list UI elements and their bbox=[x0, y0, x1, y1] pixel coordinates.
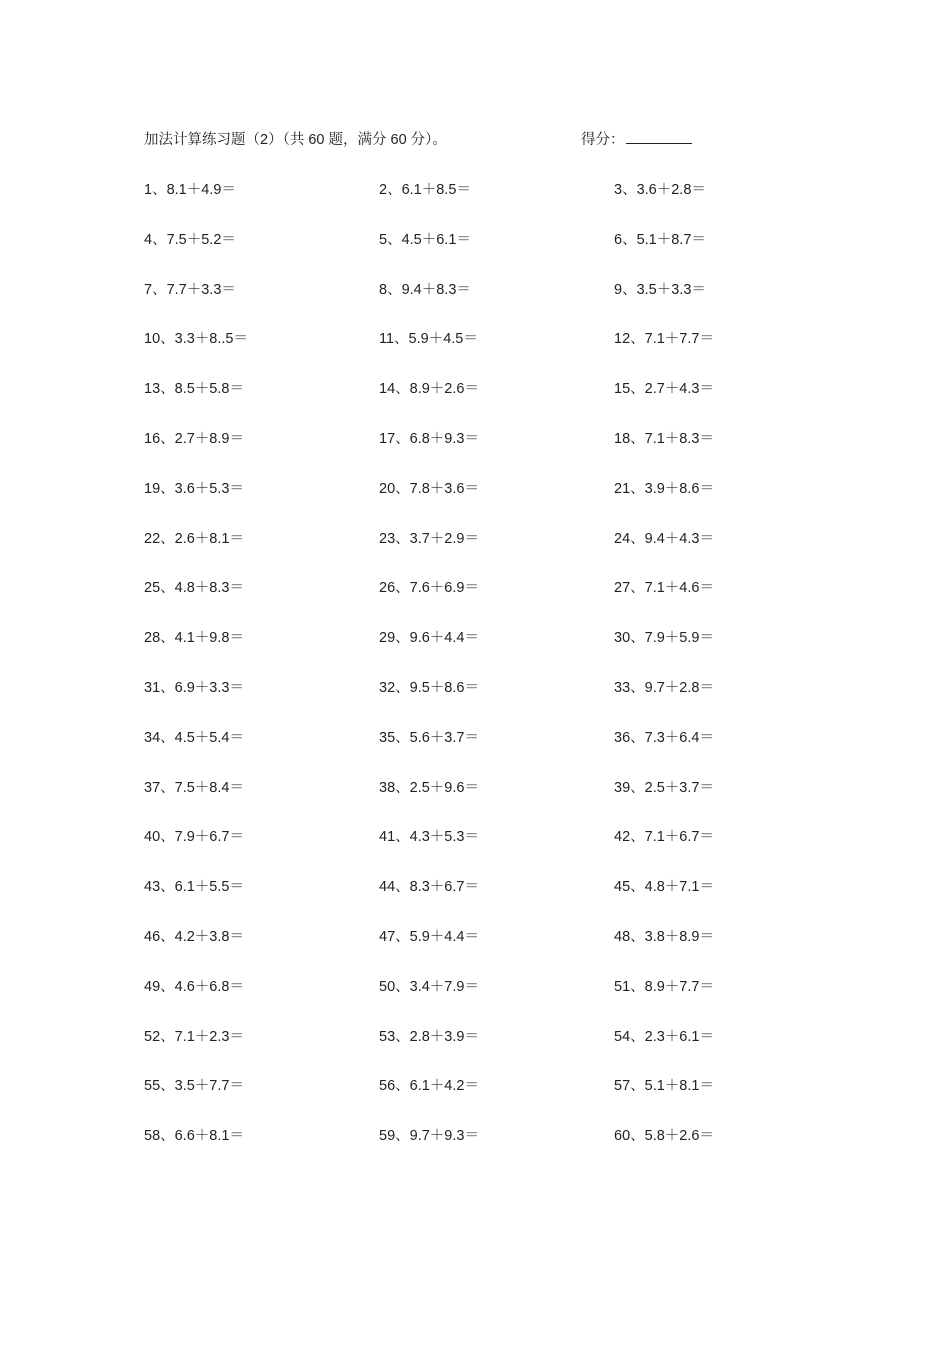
problem-item: 24、9.4＋4.3＝ bbox=[614, 530, 714, 547]
problem-item: 10、3.3＋8..5＝ bbox=[144, 331, 248, 348]
problem-item: 20、7.8＋3.6＝ bbox=[379, 480, 479, 497]
problem-item: 28、4.1＋9.8＝ bbox=[144, 630, 244, 647]
problem-item: 36、7.3＋6.4＝ bbox=[614, 729, 714, 746]
problem-item: 57、5.1＋8.1＝ bbox=[614, 1078, 714, 1095]
problem-item: 50、3.4＋7.9＝ bbox=[379, 978, 479, 995]
problem-grid bbox=[144, 179, 784, 1175]
problem-item: 3、3.6＋2.8＝ bbox=[614, 182, 706, 198]
problem-item: 8、9.4＋8.3＝ bbox=[379, 281, 471, 298]
problem-item: 4、7.5＋5.2＝ bbox=[144, 231, 236, 248]
problem-item: 25、4.8＋8.3＝ bbox=[144, 580, 244, 597]
problem-item: 17、6.8＋9.3＝ bbox=[379, 430, 479, 447]
score-section bbox=[581, 129, 692, 151]
problem-item: 16、2.7＋8.9＝ bbox=[144, 430, 244, 447]
problem-item: 22、2.6＋8.1＝ bbox=[144, 530, 244, 547]
problem-item: 54、2.3＋6.1＝ bbox=[614, 1028, 714, 1045]
problem-item: 33、9.7＋2.8＝ bbox=[614, 679, 714, 696]
problem-item: 12、7.1＋7.7＝ bbox=[614, 331, 714, 348]
problem-item: 31、6.9＋3.3＝ bbox=[144, 679, 244, 696]
problem-item: 49、4.6＋6.8＝ bbox=[144, 978, 244, 995]
problem-item: 41、4.3＋5.3＝ bbox=[379, 829, 479, 846]
problem-item: 1、8.1＋4.9＝ bbox=[144, 182, 236, 198]
problem-item: 14、8.9＋2.6＝ bbox=[379, 381, 479, 398]
problem-item: 55、3.5＋7.7＝ bbox=[144, 1078, 244, 1095]
problem-item: 56、6.1＋4.2＝ bbox=[379, 1078, 479, 1095]
problem-item: 9、3.5＋3.3＝ bbox=[614, 281, 706, 298]
problem-item: 2、6.1＋8.5＝ bbox=[379, 182, 471, 198]
problem-item: 13、8.5＋5.8＝ bbox=[144, 381, 244, 398]
problem-item: 60、5.8＋2.6＝ bbox=[614, 1128, 714, 1145]
problem-item: 21、3.9＋8.6＝ bbox=[614, 480, 714, 497]
problem-item: 46、4.2＋3.8＝ bbox=[144, 928, 244, 945]
problem-item: 23、3.7＋2.9＝ bbox=[379, 530, 479, 547]
problem-item: 37、7.5＋8.4＝ bbox=[144, 779, 244, 796]
problem-item: 5、4.5＋6.1＝ bbox=[379, 231, 471, 248]
worksheet-title: 加法计算练习题（2）（共 60 题，满分 60 分）。 bbox=[144, 132, 447, 148]
problem-item: 30、7.9＋5.9＝ bbox=[614, 630, 714, 647]
problem-item: 7、7.7＋3.3＝ bbox=[144, 281, 236, 298]
score-label: 得分： bbox=[581, 132, 625, 148]
problem-item: 6、5.1＋8.7＝ bbox=[614, 231, 706, 248]
problem-item: 19、3.6＋5.3＝ bbox=[144, 480, 244, 497]
problem-item: 44、8.3＋6.7＝ bbox=[379, 879, 479, 896]
problem-item: 59、9.7＋9.3＝ bbox=[379, 1128, 479, 1145]
worksheet-header bbox=[144, 129, 764, 151]
problem-item: 43、6.1＋5.5＝ bbox=[144, 879, 244, 896]
problem-item: 45、4.8＋7.1＝ bbox=[614, 879, 714, 896]
problem-item: 52、7.1＋2.3＝ bbox=[144, 1028, 244, 1045]
problem-item: 11、5.9＋4.5＝ bbox=[379, 331, 478, 348]
problem-item: 27、7.1＋4.6＝ bbox=[614, 580, 714, 597]
problem-item: 47、5.9＋4.4＝ bbox=[379, 928, 479, 945]
problem-item: 48、3.8＋8.9＝ bbox=[614, 928, 714, 945]
problem-item: 58、6.6＋8.1＝ bbox=[144, 1128, 244, 1145]
problem-item: 35、5.6＋3.7＝ bbox=[379, 729, 479, 746]
problem-item: 42、7.1＋6.7＝ bbox=[614, 829, 714, 846]
problem-item: 40、7.9＋6.7＝ bbox=[144, 829, 244, 846]
problem-item: 32、9.5＋8.6＝ bbox=[379, 679, 479, 696]
score-blank-line bbox=[626, 129, 692, 144]
problem-item: 34、4.5＋5.4＝ bbox=[144, 729, 244, 746]
problem-item: 51、8.9＋7.7＝ bbox=[614, 978, 714, 995]
problem-item: 39、2.5＋3.7＝ bbox=[614, 779, 714, 796]
problem-item: 29、9.6＋4.4＝ bbox=[379, 630, 479, 647]
problem-item: 18、7.1＋8.3＝ bbox=[614, 430, 714, 447]
problem-item: 26、7.6＋6.9＝ bbox=[379, 580, 479, 597]
problem-item: 53、2.8＋3.9＝ bbox=[379, 1028, 479, 1045]
problem-item: 15、2.7＋4.3＝ bbox=[614, 381, 714, 398]
problem-item: 38、2.5＋9.6＝ bbox=[379, 779, 479, 796]
